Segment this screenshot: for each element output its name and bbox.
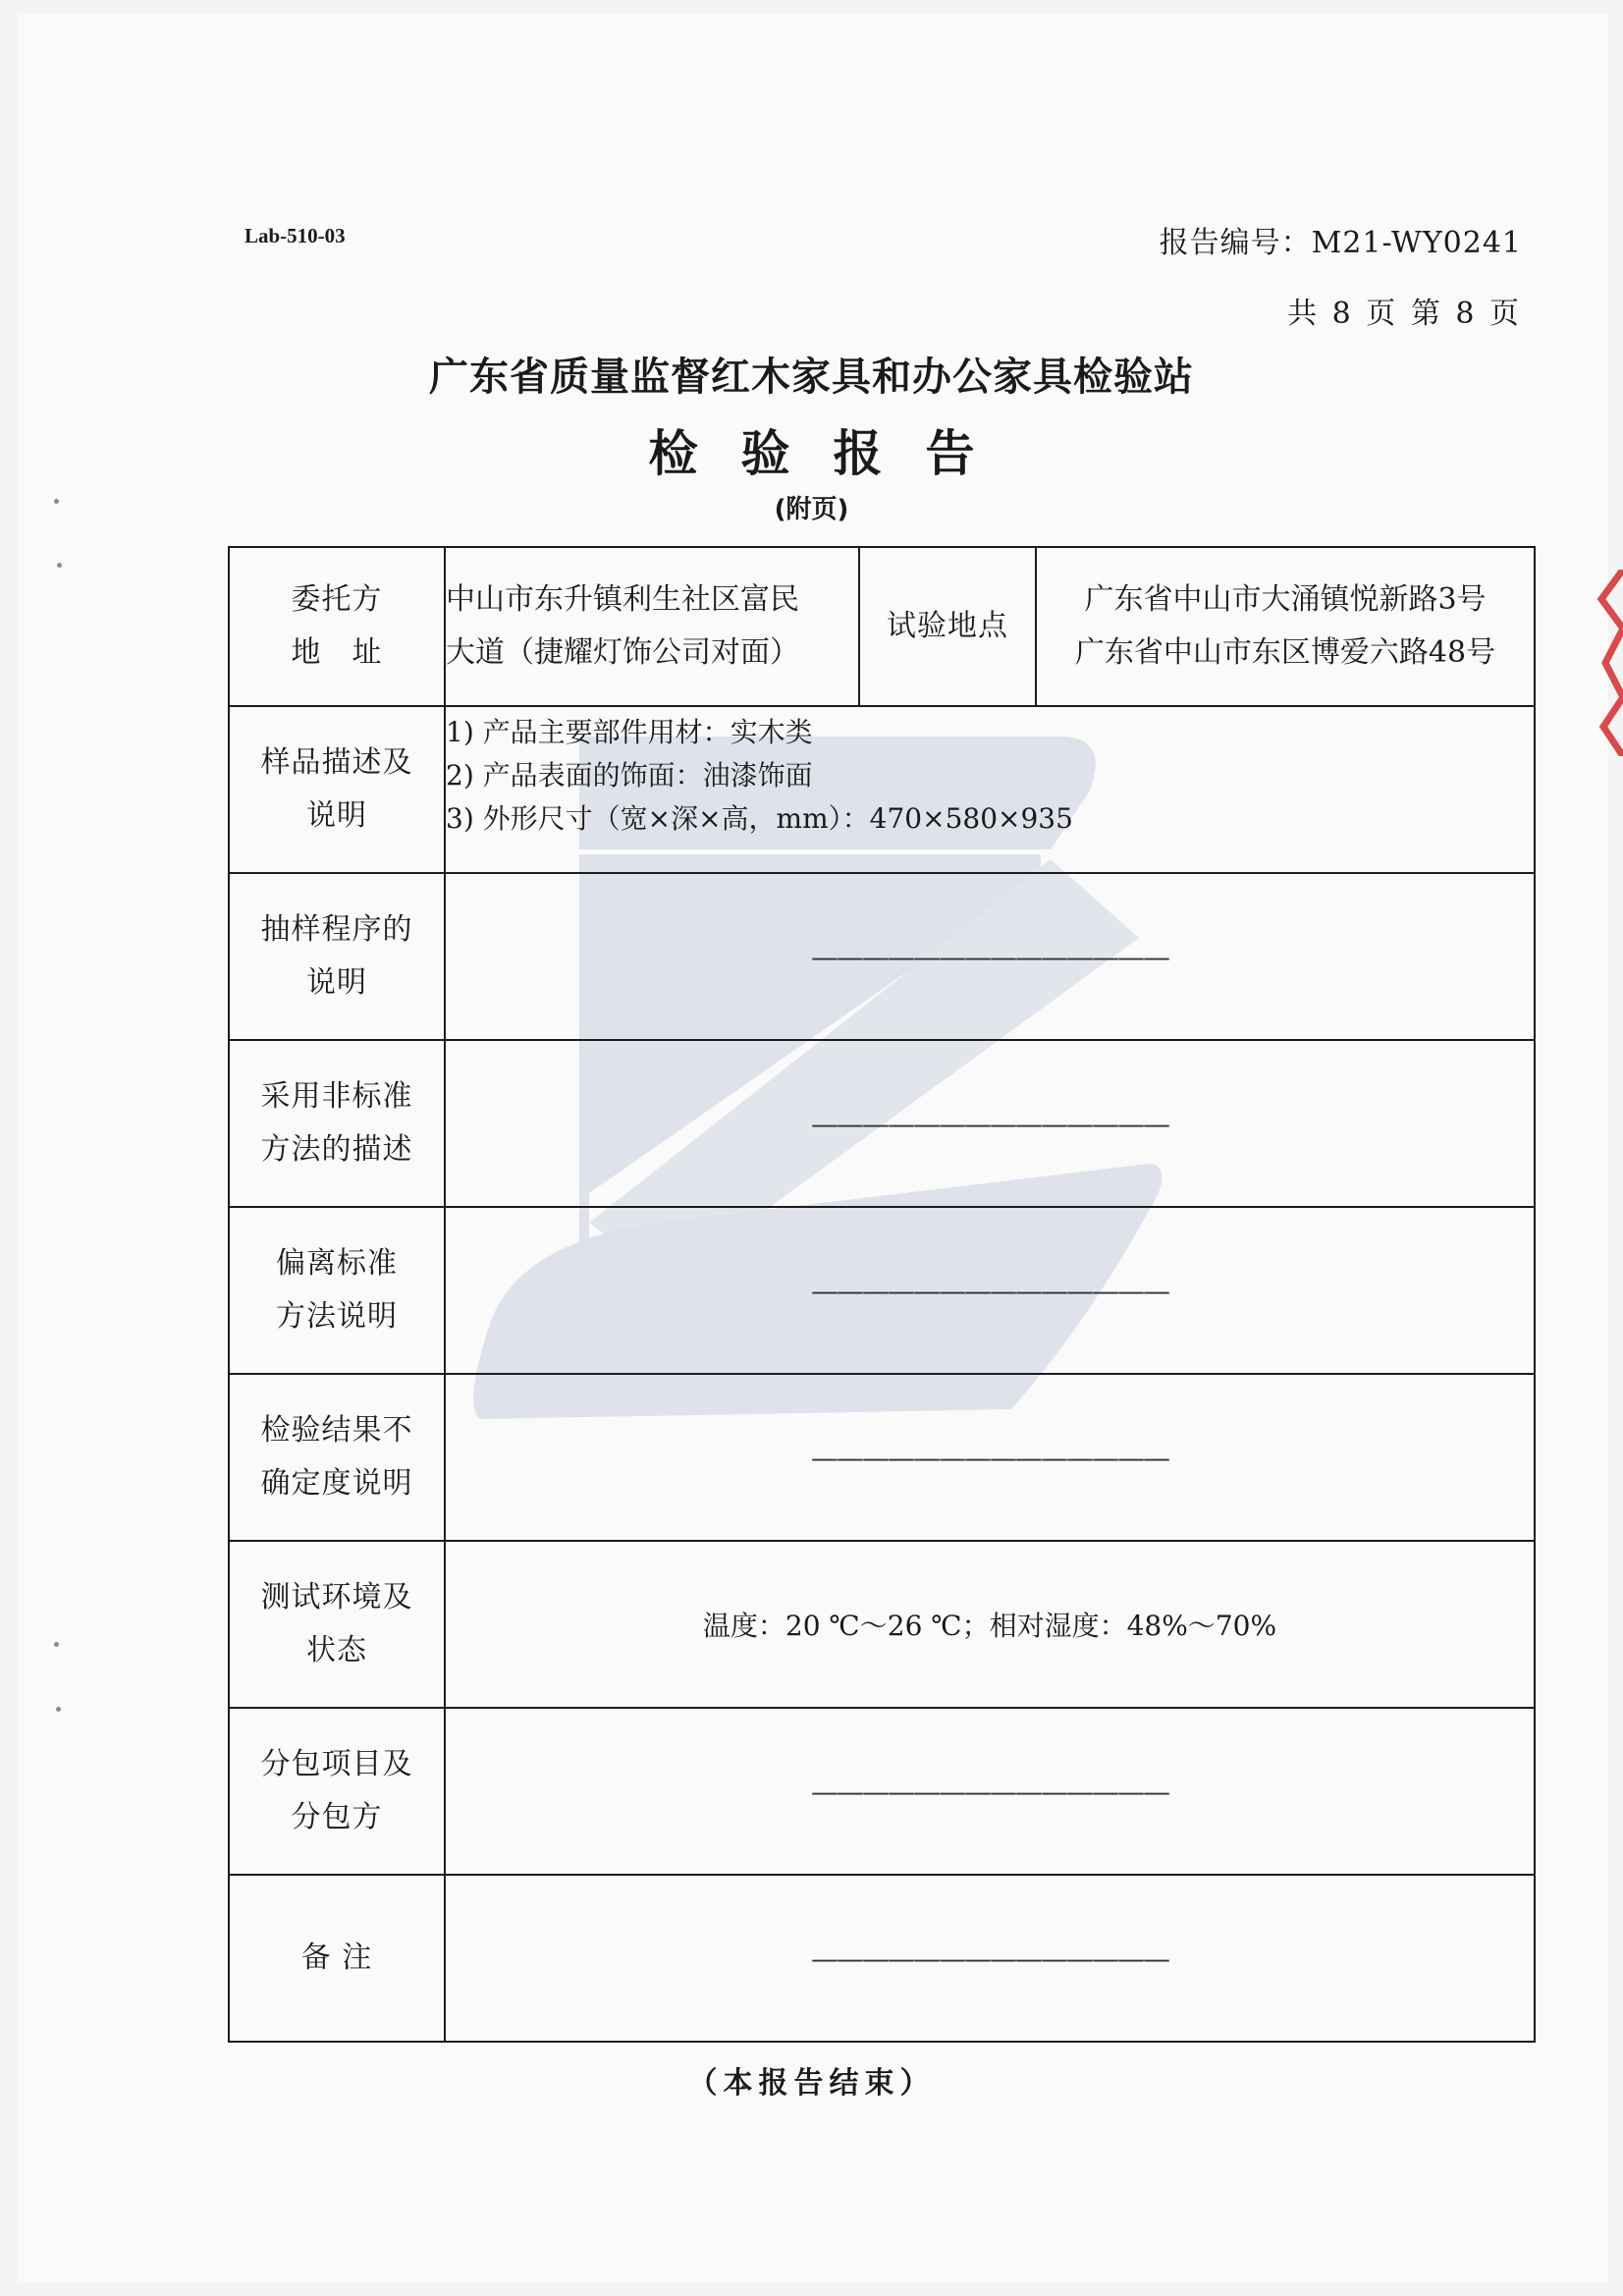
report-end-note: （本报告结束） xyxy=(687,2066,936,2101)
table-row xyxy=(229,706,1535,873)
deviation-value: —————————————— xyxy=(445,1207,1535,1374)
sample-description-value xyxy=(445,706,1535,873)
report-title: 检验报告 xyxy=(648,425,1018,482)
deviation-label: 偏离标准 方法说明 xyxy=(229,1207,445,1374)
scan-speck xyxy=(54,499,59,504)
uncertainty-value: —————————————— xyxy=(445,1374,1535,1541)
table-row xyxy=(229,547,1535,706)
non-standard-method-label: 采用非标准 方法的描述 xyxy=(229,1040,445,1207)
report-table xyxy=(228,546,1536,2043)
table-row xyxy=(229,1708,1535,1875)
report-number: 报告编号：M21-WY0241 xyxy=(1159,226,1522,260)
environment-label: 测试环境及 状态 xyxy=(229,1541,445,1708)
client-address-value: 中山市东升镇利生社区富民 大道（捷耀灯饰公司对面） xyxy=(445,547,859,706)
uncertainty-label: 检验结果不 确定度说明 xyxy=(229,1374,445,1541)
test-site-label: 试验地点 xyxy=(859,547,1036,706)
remarks-value: —————————————— xyxy=(445,1875,1535,2042)
station-name: 广东省质量监督红木家具和办公家具检验站 xyxy=(429,355,1194,400)
list-item: 3) 外形尺寸（宽×深×高，mm）：470×580×935 xyxy=(446,802,1073,835)
scan-speck xyxy=(57,563,62,568)
red-stamp-edge xyxy=(1594,570,1623,756)
table-row xyxy=(229,1040,1535,1207)
sample-description-label: 样品描述及 说明 xyxy=(229,706,445,873)
scan-speck xyxy=(56,1707,61,1712)
report-subtitle: (附页) xyxy=(774,495,849,524)
table-row xyxy=(229,1374,1535,1541)
client-address-label: 委托方 地 址 xyxy=(229,547,445,706)
subcontract-value: —————————————— xyxy=(445,1708,1535,1875)
sampling-procedure-value: —————————————— xyxy=(445,873,1535,1040)
sampling-procedure-label: 抽样程序的 说明 xyxy=(229,873,445,1040)
subcontract-label: 分包项目及 分包方 xyxy=(229,1708,445,1875)
table-row xyxy=(229,873,1535,1040)
environment-value: 温度：20 ℃～26 ℃；相对湿度：48%～70% xyxy=(445,1541,1535,1708)
list-item: 1) 产品主要部件用材：实木类 xyxy=(446,716,813,748)
non-standard-method-value: —————————————— xyxy=(445,1040,1535,1207)
table-row xyxy=(229,1207,1535,1374)
page-info: 共 8 页 第 8 页 xyxy=(1287,297,1522,331)
table-row xyxy=(229,1875,1535,2042)
remarks-label: 备 注 xyxy=(229,1875,445,2042)
list-item: 2) 产品表面的饰面：油漆饰面 xyxy=(446,759,813,792)
scan-speck xyxy=(54,1642,59,1647)
document-code: Lab-510-03 xyxy=(244,224,346,247)
table-row xyxy=(229,1541,1535,1708)
test-site-value: 广东省中山市大涌镇悦新路3号 广东省中山市东区博爱六路48号 xyxy=(1036,547,1535,706)
